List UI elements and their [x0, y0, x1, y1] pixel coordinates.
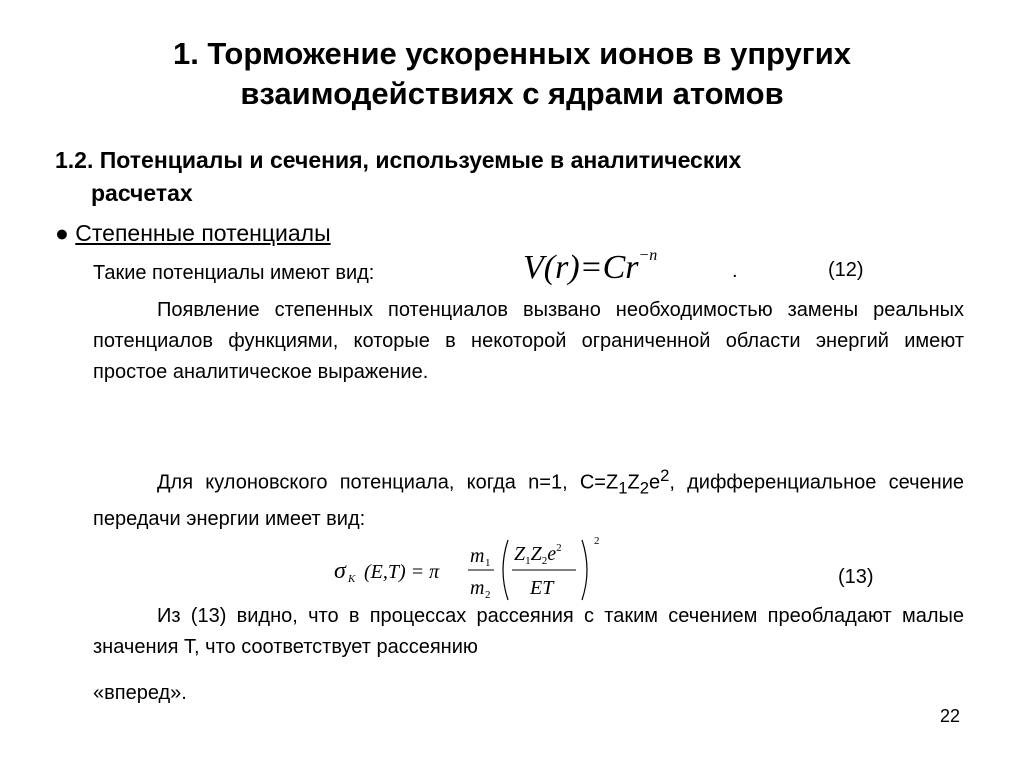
eq13-den: ET [530, 577, 554, 599]
paragraph-3-last: «вперед». [93, 682, 187, 704]
eq12-dot: . [732, 260, 738, 282]
title-line-1: 1. Торможение ускоренных ионов в упругих [172, 36, 852, 71]
eq13-sub-k: K [348, 573, 356, 585]
eq12-intro: Такие потенциалы имеют вид: [93, 262, 375, 284]
subtitle-line-2: расчетах [91, 180, 193, 206]
paragraph-2-z: Z [627, 471, 640, 494]
eq12-formula-body: V(r)=Cr [523, 249, 639, 286]
eq13-sigma: σ [334, 558, 346, 584]
eq13-args: (E,T) = π [364, 561, 440, 583]
paragraph-3-text: Из (13) видно, что в процессах рассеяния с таким сечением преобладают малые значения T, что соответствует рассеянию [93, 605, 964, 658]
eq12-formula [523, 246, 658, 287]
eq13-m1-sub: 1 [485, 557, 491, 569]
slide-title [0, 34, 1024, 114]
eq13-left-paren [503, 540, 508, 600]
paragraph-1-text: Появление степенных потенциалов вызвано необходимостью замены реальных потенциалов функциями, которые в некоторой ограниченной области энергий имеют простое аналитическое выражение. [93, 299, 964, 383]
paragraph-2-start: Для кулоновского потенциала, когда n=1, C=Z [157, 471, 619, 494]
paragraph-2-z2: 2 [639, 478, 649, 498]
bullet-item [55, 218, 331, 248]
eq13-formula [332, 532, 622, 606]
eq12-number: (12) [828, 259, 864, 281]
eq13-m1: m [470, 545, 485, 567]
eq13-number: (13) [838, 566, 874, 588]
paragraph-2 [93, 460, 964, 535]
eq13-m2-sub: 2 [485, 589, 491, 601]
eq13-num-z1: $Z_1Z_2e^2$ [514, 542, 562, 567]
subtitle-line-1: 1.2. Потенциалы и сечения, используемые в аналитических [55, 147, 742, 173]
paragraph-2-e: e [648, 471, 661, 494]
paragraph-2-rest: , дифференциальное сечение передачи энергии имеет вид: [93, 471, 964, 530]
eq12-exponent: −n [638, 246, 658, 264]
bullet-text: Степенные потенциалы [75, 220, 331, 246]
paragraph-2-z1: 1 [618, 478, 628, 498]
section-subtitle [55, 144, 935, 210]
paragraph-1 [93, 295, 964, 388]
page-number: 22 [940, 706, 961, 726]
eq13-m2: m [470, 577, 485, 599]
title-line-2: взаимодействиях с ядрами атомов [240, 76, 784, 111]
eq13-power: 2 [594, 535, 600, 547]
eq13-right-paren [582, 540, 587, 600]
paragraph-2-sq: 2 [660, 466, 670, 485]
paragraph-3 [93, 601, 964, 663]
bullet-marker: ● [55, 220, 69, 246]
